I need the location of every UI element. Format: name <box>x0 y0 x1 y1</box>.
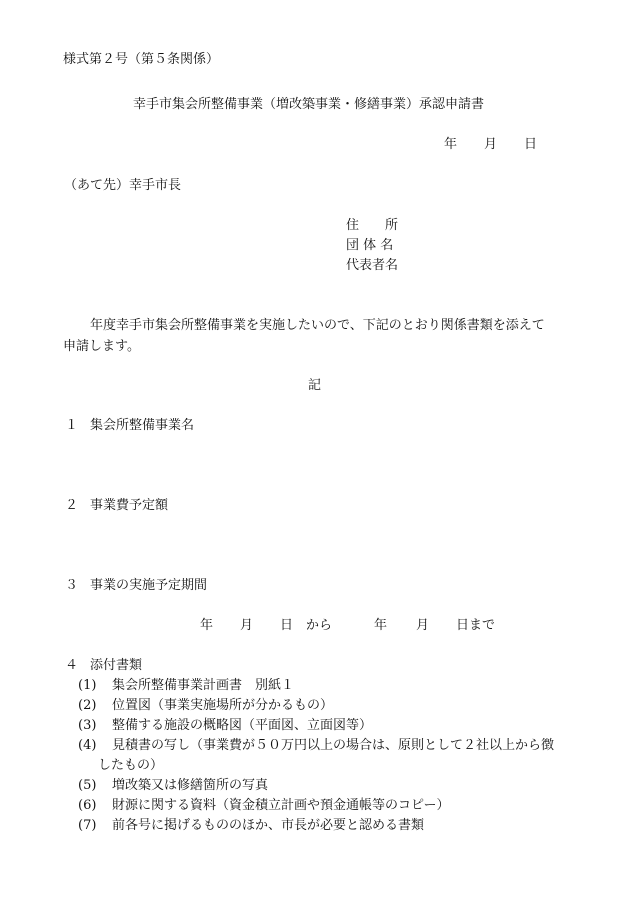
period-start-year: 年 <box>200 618 214 633</box>
period-start-month: 月 <box>240 618 254 633</box>
attachment-item <box>78 698 333 714</box>
attachment-text: 整備する施設の概略図（平面図、立面図等） <box>112 718 373 733</box>
attachment-item <box>78 818 424 834</box>
attachment-text: 集会所整備事業計画書 別紙１ <box>112 678 295 693</box>
attachment-item <box>78 778 268 794</box>
ki-heading: 記 <box>308 378 322 393</box>
attachment-text: 見積書の写し（事業費が５０万円以上の場合は、原則として２社以上から徴 <box>112 738 555 753</box>
attachment-item-continuation: したもの） <box>98 758 164 773</box>
section-4-label: 添付書類 <box>90 658 143 673</box>
attachment-item <box>78 678 294 694</box>
body-line-2: 申請します。 <box>63 339 140 354</box>
section-3-label: 事業の実施予定期間 <box>90 578 208 593</box>
attachment-text: 位置図（事業実施場所が分かるもの） <box>112 698 334 713</box>
attachment-number: (4) <box>78 738 97 753</box>
period-kara: から <box>306 618 333 633</box>
attachment-item <box>78 718 372 734</box>
period-start-day: 日 <box>280 618 294 633</box>
attachment-number: (5) <box>78 778 97 793</box>
applicant-representative-label: 代表者名 <box>346 258 399 273</box>
applicant-address-label: 住 所 <box>346 218 399 233</box>
section-4-number: ４ <box>65 658 79 673</box>
body-line-1: 年度幸手市集会所整備事業を実施したいので、下記のとおり関係書類を添えて <box>90 318 545 333</box>
section-2-label: 事業費予定額 <box>90 498 169 513</box>
attachment-text: 財源に関する資料（資金積立計画や預金通帳等のコピー） <box>112 798 450 813</box>
attachment-number: (7) <box>78 818 97 833</box>
date-day: 日 <box>524 137 538 152</box>
attachment-item <box>78 798 449 814</box>
period-end-month: 月 <box>416 618 430 633</box>
attachment-number: (1) <box>78 678 97 693</box>
attachment-text: 増改築又は修繕箇所の写真 <box>112 778 269 793</box>
attachment-number: (2) <box>78 698 97 713</box>
attachment-text: 前各号に掲げるもののほか、市長が必要と認める書類 <box>112 818 425 833</box>
date-year: 年 <box>444 137 458 152</box>
addressee: （あて先）幸手市長 <box>64 178 182 193</box>
section-3-number: ３ <box>65 578 79 593</box>
section-2-number: ２ <box>65 498 79 513</box>
document-title: 幸手市集会所整備事業（増改築事業・修繕事業）承認申請書 <box>133 97 485 112</box>
attachment-number: (3) <box>78 718 97 733</box>
period-end-year: 年 <box>374 618 388 633</box>
section-1-number: １ <box>65 418 79 433</box>
attachment-item <box>78 738 554 754</box>
attachment-number: (6) <box>78 798 97 813</box>
date-month: 月 <box>484 137 498 152</box>
form-number: 様式第２号（第５条関係） <box>63 52 220 67</box>
section-1-label: 集会所整備事業名 <box>90 418 195 433</box>
period-end-day-made: 日まで <box>456 618 496 633</box>
applicant-group-label: 団 体 名 <box>346 238 394 253</box>
